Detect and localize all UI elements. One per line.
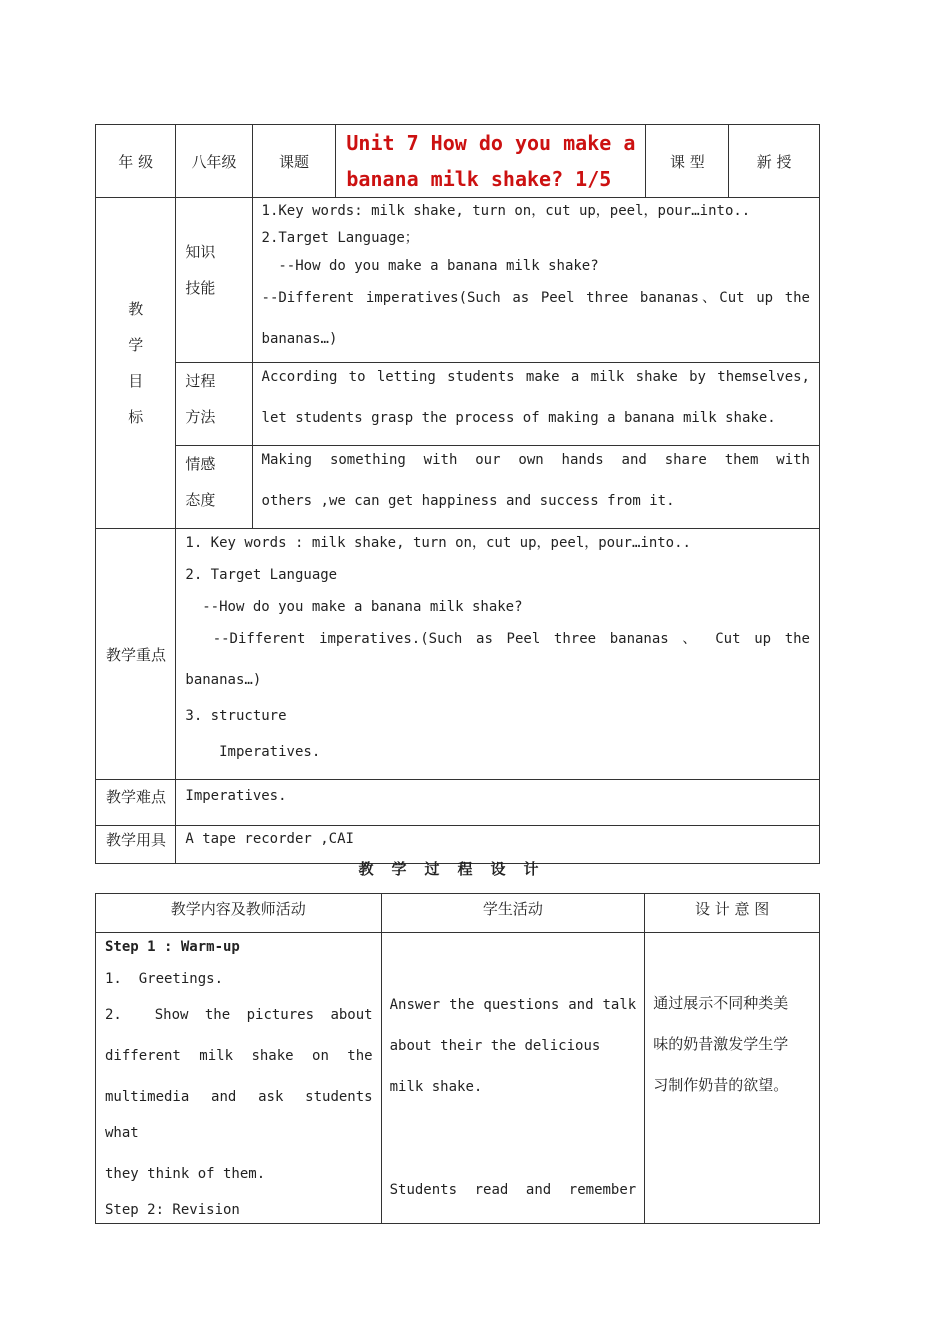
difficulties-value: Imperatives. — [176, 780, 820, 826]
topic-title-line2: banana milk shake? 1/5 — [346, 167, 612, 191]
objectives-label-char: 标 — [128, 408, 144, 426]
knowledge-line: 2.Target Language； — [261, 230, 419, 246]
lesson-info-table — [95, 124, 820, 864]
difficulties-row — [96, 780, 820, 826]
emotion-label-line: 态度 — [185, 491, 216, 509]
teacher-activity-cell — [96, 933, 382, 1224]
teacher-item-line: multimedia and ask students what — [105, 1089, 373, 1141]
teacher-item-line: they think of them. — [105, 1166, 266, 1182]
key-point-line: bananas…) — [185, 672, 262, 688]
objective-knowledge-row — [96, 198, 820, 363]
header-teacher-activity: 教学内容及教师活动 — [96, 894, 382, 933]
knowledge-content — [252, 198, 819, 363]
knowledge-line: --How do you make a banana milk shake? — [261, 258, 599, 274]
knowledge-label-line: 技能 — [185, 279, 216, 297]
step2-heading: Step 2: Revision — [105, 1202, 240, 1218]
student-line: Answer the questions and talk — [389, 997, 637, 1013]
teacher-item: 1. Greetings. — [105, 971, 224, 987]
key-point-line: 3. structure — [185, 708, 287, 724]
objectives-label-char: 目 — [128, 372, 144, 390]
tools-label: 教学用具 — [96, 826, 176, 864]
process-label-line: 方法 — [185, 408, 216, 426]
knowledge-line: --Different imperatives(Such as Peel three bananas、Cut up the — [261, 290, 810, 306]
topic-title-line1: Unit 7 How do you make a — [346, 131, 636, 155]
teacher-item-line: different milk shake on the — [105, 1048, 373, 1064]
knowledge-label — [176, 198, 252, 363]
objective-emotion-row — [96, 446, 820, 529]
teacher-item-line: 2. Show the pictures about — [105, 1007, 373, 1023]
process-header-row — [96, 894, 820, 933]
type-label: 课 型 — [646, 125, 729, 198]
key-points-row — [96, 529, 820, 780]
intent-line: 通过展示不同种类美 — [653, 994, 789, 1012]
objectives-label-char: 教 — [128, 300, 144, 318]
knowledge-line: 1.Key words: milk shake, turn on，cut up，peel，pour…into.. — [261, 203, 751, 219]
emotion-label — [176, 446, 252, 529]
step1-heading: Step 1 : Warm-up — [105, 939, 240, 955]
design-intent-cell — [645, 933, 820, 1224]
tools-value: A tape recorder ,CAI — [176, 826, 820, 864]
teaching-process-table — [95, 893, 820, 1224]
objective-process-row — [96, 363, 820, 446]
objectives-label-char: 学 — [128, 336, 144, 354]
key-point-line: 1. Key words : milk shake, turn on，cut up，peel，pour…into.. — [185, 535, 691, 551]
key-point-line: 2. Target Language — [185, 567, 338, 583]
process-line: let students grasp the process of making a banana milk shake. — [261, 410, 776, 426]
header-row — [96, 125, 820, 198]
header-design-intent: 设 计 意 图 — [645, 894, 820, 933]
topic-title — [336, 125, 646, 198]
student-line: about their the delicious — [389, 1038, 601, 1054]
emotion-content — [252, 446, 819, 529]
key-point-line: Imperatives. — [185, 744, 321, 760]
grade-label: 年 级 — [96, 125, 176, 198]
key-points-label: 教学重点 — [96, 529, 176, 780]
key-point-line: --How do you make a banana milk shake? — [185, 599, 523, 615]
key-points-content — [176, 529, 820, 780]
emotion-label-line: 情感 — [185, 455, 216, 473]
student-line: milk shake. — [389, 1079, 483, 1095]
process-content — [252, 363, 819, 446]
student-line: Students read and remember — [389, 1182, 637, 1198]
key-point-line: --Different imperatives.(Such as Peel three bananas 、 Cut up the — [185, 631, 810, 647]
header-student-activity: 学生活动 — [381, 894, 645, 933]
student-activity-cell — [381, 933, 645, 1224]
knowledge-line: bananas…) — [261, 331, 338, 347]
process-line: According to letting students make a milk shake by themselves, — [261, 369, 810, 385]
process-label — [176, 363, 252, 446]
intent-line: 习制作奶昔的欲望。 — [653, 1076, 789, 1094]
process-design-title: 教学过程设计 — [358, 860, 557, 878]
knowledge-label-line: 知识 — [185, 243, 216, 261]
difficulties-label: 教学难点 — [96, 780, 176, 826]
grade-value: 八年级 — [176, 125, 252, 198]
emotion-line: Making something with our own hands and share them with — [261, 452, 810, 468]
process-label-line: 过程 — [185, 372, 216, 390]
process-content-row — [96, 933, 820, 1224]
intent-line: 味的奶昔激发学生学 — [653, 1035, 789, 1053]
emotion-line: others ,we can get happiness and success from it. — [261, 493, 675, 509]
topic-label: 课题 — [252, 125, 336, 198]
type-value: 新 授 — [729, 125, 820, 198]
objectives-label — [96, 198, 176, 529]
